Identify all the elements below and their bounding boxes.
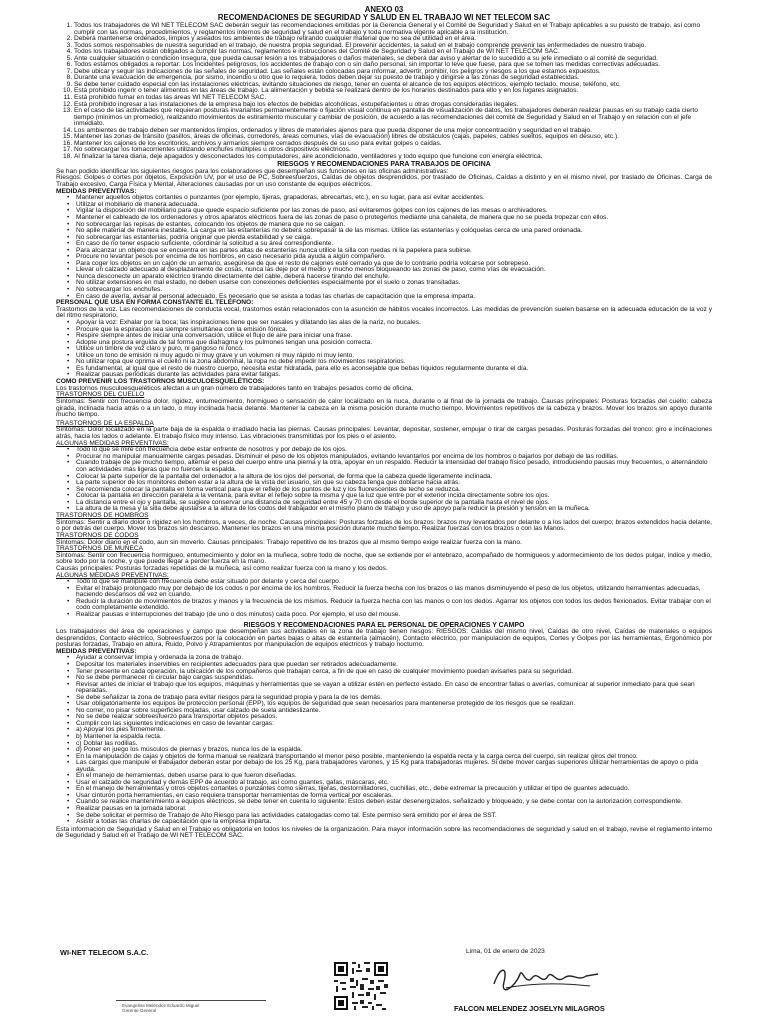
phone-section-title: PERSONAL QUE USA EN FORMA CONSTANTE EL TELÉFONO:	[56, 299, 254, 307]
wrist-measure-item: • Evitar el trabajo prolongado muy por debajo de los codos o por encima de los hombros. Reducir la fuerza hecha con los brazos o las manos disminuyendo el peso de los objetos, utilizando herramientas adecuadas, haciendo descansos de vez en cuando.	[76, 586, 712, 599]
office-measure-item: • En caso de avería, avisar al personal adecuado. Es necesario que se asista a todas las charlas de capacitación que la empresa imparta.	[76, 294, 712, 301]
general-recommendation-item: 9. Se debe tener cuidado especial con las instalaciones eléctricas, evitando situaciones de riesgo, tener en cuenta el alcance de los equipos eléctricos, ejemplo teclado, mouse, teléfono, etc.	[74, 82, 712, 89]
operations-measure-item: • Usar el calzado de seguridad y demás EPP de acuerdo al trabajo, así como guantes, gafas, máscaras, etc.	[76, 780, 712, 787]
company-name: WI-NET TELECOM S.A.C.	[60, 948, 149, 957]
operations-measure-item: • c) Doblar las rodillas.	[76, 741, 712, 748]
msk-intro: Los trastornos musculoesqueléticos afectan a un gran número de trabajadores tanto en trabajos pesados como de oficina.	[56, 384, 414, 392]
phone-measure-item: • Apoyar la voz: Exhalar por la boca; las inspiraciones tiene que ser nasales y dilatando las alas de la nariz, no bucales.	[76, 320, 712, 327]
office-measure-item: • Procure no levantar pesos por encima de los hombros, en caso necesario pida ayuda a algún compañero.	[76, 254, 712, 261]
phone-measure-item: • Procure que la espiración sea siempre simultánea con la emisión fónica.	[76, 327, 712, 334]
qr-code-image	[332, 960, 390, 1012]
back-measure-item: • Procurar no manipular manualmente cargas pesadas. Disminuir el peso de los objetos manipulados, evitando levantarlos por encima de los hombros o bajarlos por debajo de las rodillas.	[76, 454, 712, 461]
signature-caption	[122, 1003, 199, 1013]
back-measure-item: • La altura de la mesa y la silla debe ajustarse a la altura de los codos del trabajador en el mismo plano de trabajo y uso de apoyo para reducir la presión y tensión en la muñeca.	[76, 506, 712, 513]
phone-measure-item: • Adopte una postura erguida de tal forma que diafragma y los pulmones tengan una posición correcta.	[76, 340, 712, 347]
office-measures-title: MEDIDAS PREVENTIVAS:	[56, 187, 137, 195]
closing-paragraph: Esta información de Seguridad y Salud en el Trabajo es obligatoria en todos los niveles de la organización. Para mayor información sobre las recomendaciones de seguridad y salud en el trabajo, revise el reglamento interno de Seguridad y Salud en el Trabajo de WI NET TELECOM SAC.	[56, 825, 712, 840]
operations-section-title: RIESGOS Y RECOMENDACIONES PARA EL PERSONAL DE OPERACIONES Y CAMPO	[243, 621, 525, 629]
operations-measure-item: • Usar obligatoriamente los equipos de protección personal (EPP), los equipos de seguridad que sean necesarios para mantenerse protegido de los riesgos que se realizan.	[76, 701, 712, 708]
phone-measure-item: • Respire siempre antes de iniciar una conversación, utilice el flujo de aire para iniciar una frase.	[76, 333, 712, 340]
back-measures-title: ALGUNAS MEDIDAS PREVENTIVAS:	[56, 439, 169, 447]
office-measure-item: • En caso de no tener espacio suficiente, coordinar la solicitud a su área correspondiente.	[76, 241, 712, 248]
phone-measure-item: • Es fundamental, al igual que el resto de nuestro cuerpo, necesita estar hidratada, para ello es aconsejable que bebas líquidos regularmente durante el día.	[76, 366, 712, 373]
general-recommendation-item: 13. En el caso de las actividades que requieran posturas invariantes permanentemente o fijación visual continua en pantalla de visualización de datos, los trabajadores deberán realizar pausas en su trabajo cada cierto tiempo (minimos un promedio), realizando movimientos de estiramiento muscular y cambiar de posición, de acuerdo a las recomendaciones del comité de Seguridad y Salud en el Trabajo y en relación con el jefe inmediato.	[74, 108, 712, 128]
back-measures-list	[56, 447, 712, 512]
general-recommendation-item: 16. Mantener los cajones de los escritorios, archivos y armarios siempre cerrados después de su uso para evitar golpes o caídas.	[74, 141, 712, 148]
general-recommendation-item: 7. Debe ubicar y seguir las indicaciones de las señales de seguridad. Las señales están colocadas para informar, advertir, prohibir, los peligros y riesgos a los que estamos expuestos.	[74, 69, 712, 76]
operations-measure-item: • Usar cinturón porta herramientas, en caso requiera transportar herramientas de forma vertical por escaleras.	[76, 793, 712, 800]
phone-measures-list	[56, 320, 712, 379]
back-measure-item: • Se recomienda colocar la pantalla en forma vertical para que el reflejo de los puntos de luz y los fluorescentes de techo se reduzca.	[76, 487, 712, 494]
operations-measure-item: • Tener presente en cada operación, la ubicación de los compañeros que trabajan cerca, a fin de que en caso de cualquier movimiento puedan avisarles para su seguridad.	[76, 669, 712, 676]
office-measure-item: • No sobrecargar las repisas de estantes, colocando los objetos de manera que no se caigan.	[76, 222, 712, 229]
signature-caption-role: Gerente General	[122, 1008, 157, 1013]
general-recommendation-item: 6. Todos estamos obligados a reportar: Los incidentes peligrosos, los accidentes de trabajo con o sin daño personal, sin importar lo leve que fuese, para que se tomen las medidas correctivas adecuadas.	[74, 62, 712, 69]
wrist-measure-item: • Realizar pausas e interrupciones del trabajo (de uno o dos minutos) cada poco. Por ejemplo, el uso del mouse.	[76, 612, 712, 619]
office-section-title: RIESGOS Y RECOMENDACIONES PARA TRABAJOS DE OFICINA	[277, 161, 491, 169]
wrist-measures-list	[56, 579, 712, 618]
office-risks: Riesgos: Golpes o cortes por objetos, Exposición UV, por el uso de PC, Sobreesfuerzos, Caídas de objetos desprendidos, por traslado de Oficinas, Caídas a distinto y en el mismo nivel, por traslado de Oficinas. Carga de Trabajo excesivo, Carga Física y Mental, Alteraciones causadas por un uso constante de equipos eléctricos.	[56, 174, 712, 188]
phone-measure-item: • No utilizar ropa que oprima el cuello ni la zona abdominal, la ropa no debe impedir los movimientos respiratorios.	[76, 359, 712, 366]
office-measure-item: • No sobrecargar las estanterías, podría originar que pierda estabilidad y se caiga.	[76, 235, 712, 242]
wrist-measure-item: • Reducir la duración de movimientos de brazos y manos y la frecuencia de los mismos. Reducir la fuerza hecha con las manos o con los dedos. Agarrar los objetos con todos los dedos flexionados. Evitar trabajar con el codo completamente extendido.	[76, 599, 712, 612]
handwritten-signature	[486, 956, 606, 996]
signature-footer	[56, 948, 712, 1022]
phone-measure-item: • Utilice un timbre de voz claro y puro, ni gangoso ni ronco.	[76, 346, 712, 353]
wrist-title: TRASTORNOS DE MUÑECA	[56, 545, 144, 553]
general-recommendation-item: 2. Deberá mantenerse ordenados, limpios y aseados los ambientes de trabajo retirando cualquier material que no sea de utilidad en el área.	[74, 36, 712, 43]
operations-measures-title: MEDIDAS PREVENTIVAS:	[56, 647, 137, 655]
general-recommendation-item: 17. No sobrecargar los tomacorrientes utilizando enchufes múltiples u otros dispositivos eléctricos.	[74, 147, 712, 154]
office-measure-item: • Vigilar la disposición del mobiliario para que quede espacio suficiente por las zonas de paso, así evitaremos golpes con los cajones de las mesas o archivadores.	[76, 208, 712, 215]
phone-measure-item: • Utilice un tono de emisión ni muy agudo ni muy grave y un volumen ni muy rápido ni muy lento.	[76, 353, 712, 360]
general-recommendation-item: 11. Está prohibido fumar en todas las áreas WI NET TELECOM SAC.	[74, 95, 712, 102]
office-measure-item: • No utilizar extensiones en mal estado, no deben usarse con conexiones deficientes especialmente por el suelo o zonas transitadas.	[76, 280, 712, 287]
back-measure-item: • Colocar la parte superior de la pantalla del ordenador a la altura de los ojos del personal, de forma que la cabeza quede ligeramente inclinada.	[76, 474, 712, 481]
office-measures-list	[56, 195, 712, 300]
operations-measure-item: • b) Mantener la espalda recta.	[76, 734, 712, 741]
operations-measure-item: • Revisar antes de iniciar el trabajo que los equipos, máquinas y herramientas que se vayan a utilizar estén en perfecto estado. En caso de encontrar fallas o averías, comunicar al superior inmediato para que sean reparadas.	[76, 682, 712, 695]
operations-measure-item: • En la manipulación de cajas y objetos de forma manual se realizará transportando el menor peso posible, manteniendo la espalda recta y la carga cerca del cuerpo, sin realizar giros del tronco.	[76, 754, 712, 761]
neck-title: TRASTORNOS DEL CUELLO	[56, 391, 145, 399]
office-measure-item: • Mantener aquellos objetos cortantes o punzantes (por ejemplo, tijeras, grapadoras, abrecartas, etc.), en su lugar, para así evitar accidentes.	[76, 195, 712, 202]
operations-measure-item: • Realizar pausas en la jornada laboral.	[76, 806, 712, 813]
back-measure-item: • La distancia entre el ojo y pantalla, se sugiere conservar una distancia de seguridad entre 45 y 70 cm desde el borde superior de la pantalla hasta el nivel de ojos.	[76, 500, 712, 507]
elbow-title: TRASTORNOS DE CODOS	[56, 531, 139, 539]
general-recommendation-item: 4. Todos los trabajadores están obligados a cumplir las normas, reglamentos e instrucciones del Comité de Seguridad y Salud en el Trabajo de WI NET TELECOM SAC.	[74, 49, 712, 56]
back-measure-item: • Cuando trabaje de pie mucho tiempo, alternar el peso del cuerpo entre una pierna y la otra, apoyar en un respaldo. Reducir la intensidad del trabajo físico pesado, introduciendo pausas muy frecuentes, o alternándolo con actividades más ligeras que no fuercen la espalda.	[76, 460, 712, 473]
general-recommendation-item: 5. Ante cualquier situación o condición insegura, que pueda causar lesión a los trabajadores o daños materiales, se deberá dar aviso y alertar de lo sucedido a su jefe inmediato o al comité de seguridad.	[74, 56, 712, 63]
wrist-measure-item: • Todo lo que se manipule con frecuencia debe estar situado por delante y cerca del cuerpo.	[76, 579, 712, 586]
office-measure-item: • Llevar un calzado adecuado al desplazamiento de cosas, nunca las deje por el medio y mucho menos bloqueando las zonas de paso, como vías de evacuación.	[76, 267, 712, 274]
office-measure-item: • No sobrecargar los enchufes.	[76, 287, 712, 294]
operations-measure-item: • No se debe realizar sobreesfuerzo para transportar objetos pesados.	[76, 714, 712, 721]
back-measure-item: • Todo lo que se mire con frecuencia debe estar enfrente de nosotros y por debajo de los ojos.	[76, 447, 712, 454]
operations-measure-item: • No se debe permanecer ni circular bajo cargas suspendidas.	[76, 675, 712, 682]
operations-measure-item: • En el manejo de herramientas, deben usarse para lo que fueron diseñadas.	[76, 773, 712, 780]
elbow-text: Síntomas: Dolor diario en el codo, aun sin moverlo. Causas principales: Trabajo repetitivo de los brazos que al mismo tiempo exige realizar fuerza con la mano.	[56, 538, 522, 546]
general-recommendation-item: 12. Está prohibido ingresar a las instalaciones de la empresa bajo los efectos de bebidas alcohólicas, estupefacientes u otras drogas consideradas ilegales.	[74, 102, 712, 109]
operations-intro: Los trabajadores del área de operaciones y campo que desempeñan sus actividades en la zona de trabajo tienen riesgos: RIESGOS: Caídas del mismo nivel, Caídas de otro nivel, Caídas de materiales o equipos desprendidos, Contacto eléctrico, Sobreesfuerzos por la colocación en partes bajas o altas de estantería (almacén), Contacto eléctrico, por manipulación de equipos, Cortes y Golpes por las herramientas, Ergonómico por posturas forzadas, Trabajo en altura, Ruido, Polvo y Atrapamientos por manipulación de equipos eléctricos y trabajo nocturno.	[56, 627, 712, 649]
general-recommendation-item: 1. Todos los trabajadores de WI NET TELECOM SAC deberán seguir las recomendaciones emitidas por la Gerencia General y el Comité de Seguridad y Salud en el Trabajo aplicables a su puesto de trabajo, así como cumplir con las normas, procedimientos, y reglamentos internos de seguridad y salud en el trabajo y toda normativa vigente aplicable a la institución.	[74, 23, 712, 36]
wrist-measures-title: ALGUNAS MEDIDAS PREVENTIVAS:	[56, 571, 169, 579]
general-recommendation-item: 14. Los ambientes de trabajo deben ser mantenidos limpios, ordenados y libres de materiales ajenos para que pueda disponer de una mejor concentración y seguridad en el trabajo.	[74, 128, 712, 135]
signature-caption-name: Evangelina Meléndez Eduardo Miguel	[122, 1003, 200, 1008]
neck-text: Síntomas: Sentir con frecuencia dolor, rigidez, entumecimiento, hormigueo o sensación de calor localizado en la nuca, durante o al final de la jornada de trabajo. Causas principales: Posturas forzadas del cuello: cabeza girada, inclinada hacia atrás o a un lado, o muy inclinada hacia delante. Mantener la cabeza en la misma posición durante mucho tiempo. Movimientos repetitivos de la cabeza y brazos. Mover los brazos sin apoyo durante mucho tiempo.	[56, 398, 712, 419]
shoulder-text: Síntomas: Sentir a diario dolor o rigidez en los hombros, a veces, de noche. Causas principales: Posturas forzadas de los brazos: brazos muy levantados por delante o a los lados del cuerpo; brazos extendidos hacia delante, o por detrás del cuerpo. Mover los brazos sin descanso. Mantener los brazos en una misma posición durante mucho tiempo. Realizar fuerzas con los brazos o con las Manos.	[56, 518, 712, 533]
signer-name: FALCON MELENDEZ JOSELYN MILAGROS	[454, 1004, 605, 1013]
general-recommendation-item: 18. Al finalizar la tarea diaria, deje apagados y desconectados los computadores, aire acondicionado, ventiladores y todo equipo que funcione con energía eléctrica.	[74, 154, 712, 161]
back-title: TRASTORNOS DE LA ESPALDA	[56, 419, 154, 427]
wrist-text: Síntomas: Sentir con frecuencia hormigueo, entumecimiento y dolor en la muñeca, sobre todo de noche, que se extiende por el antebrazo, acompañado de hormigueos y adormecimiento de los dedos pulgar, índice y medio, sobre todo por la noche, y que puede llegar a perder fuerza en la mano.	[56, 551, 712, 566]
operations-measure-item: • Cumplir con las siguientes indicaciones en caso de levantar cargas:	[76, 721, 712, 728]
back-measure-item: • Colocar la pantalla en dirección paralela a la ventana, para evitar el reflejo sobre la misma y que la luz que entre por el exterior incida directamente sobre los ojos.	[76, 493, 712, 500]
general-recommendation-item: 3. Todos somos responsables de nuestra seguridad en el trabajo, de nuestra propia seguridad. El prevenir accidentes, la salud en el trabajo comprende prevenir las enfermedades de nuestro trabajo.	[74, 43, 712, 50]
msk-section-title: COMO PREVENIR LOS TRASTORNOS MUSCULOESQUELÉTICOS:	[56, 377, 265, 385]
operations-measures-list	[56, 655, 712, 825]
operations-measure-item: • Asistir a todas las charlas de capacitación que la empresa imparta.	[76, 819, 712, 826]
general-recommendation-item: 15. Mantener las zonas de tránsito (pasillos, áreas de oficinas, corredores, áreas comunes, vías de evacuación) libres de obstáculos (cajas, papeles, cables sueltos, equipos en desuso, etc.).	[74, 134, 712, 141]
office-measure-item: • No apile material de manera inestable. La carga en las estanterías no deberá sobrepasar la de las mismas. Utilice las estanterías y colóquelas cerca de una pared ordenada.	[76, 228, 712, 235]
office-intro: Se han podido identificar los siguientes riesgos para los colaboradores que desempeñan sus funciones en las oficinas administrativas:	[56, 167, 449, 175]
operations-measure-item: • Ayudar a conservar limpia y ordenada la zona de trabajo.	[76, 655, 712, 662]
general-recommendations-list	[56, 23, 712, 160]
operations-measure-item: • No correr, no pisar sobre superficies mojadas, usar calzado de suela antideslizante.	[76, 708, 712, 715]
annex-label: ANEXO 03	[364, 5, 404, 14]
signature-line	[116, 1000, 266, 1001]
document-title: RECOMENDACIONES DE SEGURIDAD Y SALUD EN EL TRABAJO WI NET TELECOM SAC	[217, 13, 551, 22]
office-measure-item: • Utilizar el mobiliario de manera adecuada.	[76, 202, 712, 209]
operations-measure-item: • En el manejo de herramientas y otros objetos cortantes o punzantes como sierras, tijeras, destornilladores, cuchillas, etc., debe extremar la precaución y utilizar el tipo de guantes adecuado.	[76, 786, 712, 793]
office-measure-item: • Nunca desconecte un aparato eléctrico tirando directamente del cable, deberá hacerse tirando del enchufe.	[76, 274, 712, 281]
operations-measure-item: • Las cargas que manipule el trabajador deberán estar por debajo de los 25 Kg, para trabajadores varones, y 15 Kg para trabajadoras mujeres. Si debe mover cargas superiores utilizar herramientas de apoyo o pida ayuda.	[76, 760, 712, 773]
back-measure-item: • La parte superior de los monitores deben estar a la altura de la vista del usuario, sin que su cabeza tenga que doblarse hacia atrás.	[76, 480, 712, 487]
back-text: Síntomas: Dolor localizado en la parte baja de la espalda o irradiado hacia las piernas. Causas principales: Levantar, depositar, sostener, empujar o tirar de cargas pesadas. Posturas forzadas del tronco: giro e inclinaciones atrás, hacia los lados o adelante. El trabajo físico muy intenso. Las vibraciones transmitidas por los pies o el asiento.	[56, 426, 712, 441]
phone-measure-item: • Realizar pausas periódicas durante las actividades para evitar fatigas.	[76, 372, 712, 379]
general-recommendation-item: 10. Está prohibido ingerir o tener alimentos en las áreas de trabajo. La alimentación y bebida se realizará dentro de los horarios destinados para ello y en los lugares asignados.	[74, 88, 712, 95]
operations-measure-item: • d) Poner en juego los músculos de piernas y brazos, nunca los de la espalda.	[76, 747, 712, 754]
shoulder-title: TRASTORNOS DE HOMBROS	[56, 511, 149, 519]
office-measure-item: • Para alcanzar un objeto que se encuentra en las partes altas de estanterías nunca utilice la silla con ruedas ni la papelera para subirse.	[76, 248, 712, 255]
office-measure-item: • Para coger los objetos en un cajón de un armario, asegúrese de que el resto de cajones esté cerrado ya que de lo contrario podría volcarse por sobrepeso.	[76, 261, 712, 268]
operations-measure-item: • Cuando se realice mantenimiento a equipos eléctricos, se debe tener en cuenta lo siguiente: Estos deben estar desenergizados, señalizado y bloqueado, y se debe contar con la autorización correspondiente.	[76, 799, 712, 806]
operations-measure-item: • Se debe señalizar la zona de trabajo para evitar riesgos para la seguridad propia y para la de los demás.	[76, 695, 712, 702]
operations-measure-item: • a) Apoyar los pies firmemente.	[76, 727, 712, 734]
signature-date: Lima, 01 de enero de 2023	[466, 948, 545, 955]
operations-measure-item: • Depositar los materiales inservibles en recipientes adecuados para que puedan ser retirados adecuadamente.	[76, 662, 712, 669]
operations-measure-item: • Se debe solicitar el permiso de Trabajo de Alto Riesgo para las actividades catalogadas como tal. Este permiso será emitido por el área de SST.	[76, 813, 712, 820]
phone-intro: Trastornos de la voz. Las recomendaciones de conducta vocal, trastornos están relacionados con la asunción de hábitos vocales incorrectos. Las medidas de prevención suelen basarse en la adecuada educación de la voz y del ritmo respiratorio.	[56, 305, 712, 320]
office-measure-item: • Mantener el cableado de los ordenadores y otros aparatos eléctricos fuera de las zonas de paso o protegerlos mediante una canaleta, de manera que no se pueda tropezar con ellos.	[76, 215, 712, 222]
general-recommendation-item: 8. Durante una evacuación de emergencia, por sismo, incendio u otro que lo requiera, todos deben dejar su puesto de trabajo y dirigirse a las zonas de seguridad establecidas.	[74, 75, 712, 82]
wrist-causes: Causas principales: Posturas forzadas repetidas de la muñeca, así como realizar fuerza con la mano y los dedos.	[56, 564, 388, 572]
